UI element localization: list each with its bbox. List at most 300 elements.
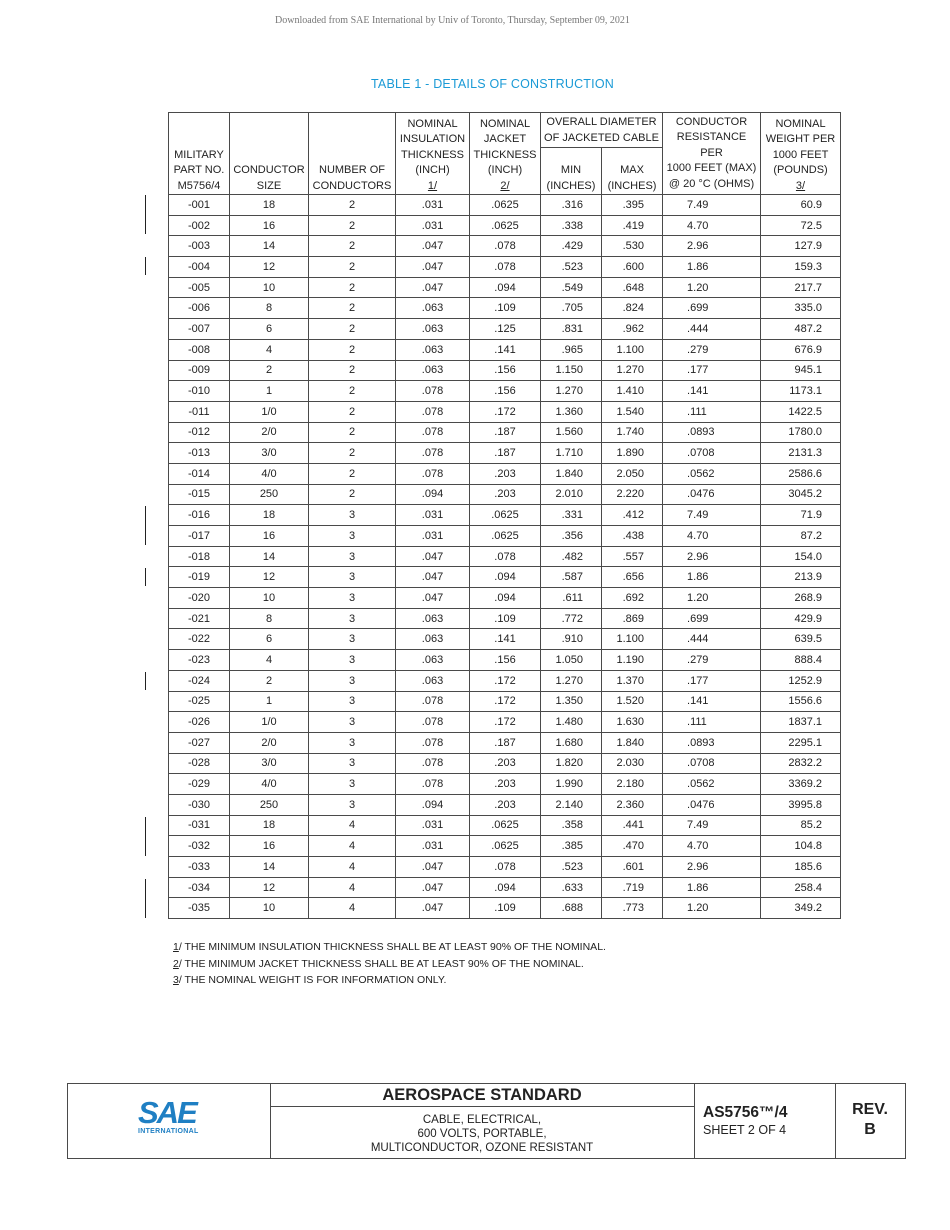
table-row: [169, 443, 841, 464]
cell-number-of-conductors: 3: [309, 629, 396, 650]
cell-conductor-size: 12: [230, 877, 309, 898]
cell-jacket-thickness: .094: [470, 277, 541, 298]
cell-conductor-size: 16: [230, 526, 309, 547]
cell-jacket-thickness: .078: [470, 546, 541, 567]
cell-number-of-conductors: 3: [309, 774, 396, 795]
cell-number-of-conductors: 2: [309, 319, 396, 340]
cell-min-diameter: .772: [541, 608, 602, 629]
cell-part-no: -003: [169, 236, 230, 257]
cell-conductor-size: 16: [230, 215, 309, 236]
cell-resistance: 4.70: [663, 215, 761, 236]
cell-weight: 1780.0: [761, 422, 841, 443]
cell-part-no: -009: [169, 360, 230, 381]
cell-min-diameter: .549: [541, 277, 602, 298]
cell-number-of-conductors: 2: [309, 339, 396, 360]
cell-part-no: -011: [169, 401, 230, 422]
cell-resistance: 2.96: [663, 857, 761, 878]
cell-number-of-conductors: 2: [309, 215, 396, 236]
cell-weight: 676.9: [761, 339, 841, 360]
cell-max-diameter: 1.410: [602, 381, 663, 402]
cell-insulation-thickness: .031: [396, 526, 470, 547]
cell-weight: 3995.8: [761, 794, 841, 815]
cell-insulation-thickness: .063: [396, 650, 470, 671]
revision-value: B: [864, 1121, 876, 1138]
table-row: [169, 629, 841, 650]
cell-jacket-thickness: .156: [470, 381, 541, 402]
cell-part-no: -018: [169, 546, 230, 567]
table-row: [169, 774, 841, 795]
cell-min-diameter: 1.480: [541, 712, 602, 733]
cell-number-of-conductors: 3: [309, 505, 396, 526]
table-row: [169, 277, 841, 298]
cell-part-no: -032: [169, 836, 230, 857]
cell-part-no: -014: [169, 463, 230, 484]
cell-min-diameter: .910: [541, 629, 602, 650]
cell-min-diameter: 1.270: [541, 670, 602, 691]
cell-part-no: -017: [169, 526, 230, 547]
cell-conductor-size: 18: [230, 505, 309, 526]
cell-part-no: -019: [169, 567, 230, 588]
cell-max-diameter: 1.630: [602, 712, 663, 733]
cell-number-of-conductors: 2: [309, 443, 396, 464]
revision-bar: [145, 195, 146, 234]
cell-conductor-size: 10: [230, 588, 309, 609]
cell-conductor-size: 2/0: [230, 422, 309, 443]
cell-max-diameter: .962: [602, 319, 663, 340]
cell-part-no: -026: [169, 712, 230, 733]
cell-insulation-thickness: .047: [396, 567, 470, 588]
table-row: [169, 732, 841, 753]
cell-conductor-size: 250: [230, 484, 309, 505]
header-conductor-size: CONDUCTOR SIZE: [230, 113, 309, 195]
header-overall-diameter: OVERALL DIAMETER OF JACKETED CABLE: [541, 113, 663, 148]
cell-number-of-conductors: 4: [309, 815, 396, 836]
cell-insulation-thickness: .047: [396, 857, 470, 878]
table-title: TABLE 1 - DETAILS OF CONSTRUCTION: [371, 77, 614, 91]
cell-max-diameter: .412: [602, 505, 663, 526]
cell-resistance: 2.96: [663, 546, 761, 567]
cell-insulation-thickness: .063: [396, 360, 470, 381]
cell-jacket-thickness: .172: [470, 691, 541, 712]
cell-max-diameter: 1.100: [602, 339, 663, 360]
cell-min-diameter: .688: [541, 898, 602, 919]
cell-number-of-conductors: 4: [309, 877, 396, 898]
cell-part-no: -025: [169, 691, 230, 712]
cell-conductor-size: 10: [230, 277, 309, 298]
cell-part-no: -013: [169, 443, 230, 464]
revision-bar: [145, 817, 146, 856]
cell-resistance: .279: [663, 339, 761, 360]
header-min: MIN (INCHES): [541, 148, 602, 195]
cell-number-of-conductors: 3: [309, 588, 396, 609]
cell-max-diameter: 1.100: [602, 629, 663, 650]
cell-weight: 1422.5: [761, 401, 841, 422]
cell-conductor-size: 1/0: [230, 401, 309, 422]
cell-max-diameter: .395: [602, 195, 663, 216]
cell-conductor-size: 18: [230, 815, 309, 836]
cell-max-diameter: .869: [602, 608, 663, 629]
cell-max-diameter: .773: [602, 898, 663, 919]
cell-jacket-thickness: .141: [470, 629, 541, 650]
cell-number-of-conductors: 2: [309, 257, 396, 278]
revision-bar: [145, 506, 146, 545]
table-row: [169, 257, 841, 278]
cell-resistance: 7.49: [663, 505, 761, 526]
table-row: [169, 484, 841, 505]
cell-number-of-conductors: 3: [309, 608, 396, 629]
cell-weight: 268.9: [761, 588, 841, 609]
cell-jacket-thickness: .078: [470, 857, 541, 878]
cell-weight: 71.9: [761, 505, 841, 526]
cell-conductor-size: 4/0: [230, 463, 309, 484]
cell-part-no: -029: [169, 774, 230, 795]
cell-part-no: -006: [169, 298, 230, 319]
cell-part-no: -004: [169, 257, 230, 278]
cell-weight: 945.1: [761, 360, 841, 381]
cell-part-no: -021: [169, 608, 230, 629]
cell-min-diameter: .356: [541, 526, 602, 547]
cell-weight: 2586.6: [761, 463, 841, 484]
cell-number-of-conductors: 2: [309, 484, 396, 505]
cell-jacket-thickness: .125: [470, 319, 541, 340]
cell-insulation-thickness: .078: [396, 422, 470, 443]
table-row: [169, 381, 841, 402]
cell-resistance: .0562: [663, 774, 761, 795]
cell-part-no: -022: [169, 629, 230, 650]
cell-number-of-conductors: 3: [309, 670, 396, 691]
table-row: [169, 815, 841, 836]
cell-conductor-size: 6: [230, 319, 309, 340]
cell-min-diameter: .338: [541, 215, 602, 236]
cell-resistance: .699: [663, 298, 761, 319]
cell-max-diameter: .530: [602, 236, 663, 257]
cell-weight: 154.0: [761, 546, 841, 567]
cell-number-of-conductors: 2: [309, 422, 396, 443]
cell-number-of-conductors: 3: [309, 650, 396, 671]
title-cell: [270, 1084, 695, 1158]
cell-max-diameter: 1.890: [602, 443, 663, 464]
cell-jacket-thickness: .109: [470, 608, 541, 629]
cell-max-diameter: 1.740: [602, 422, 663, 443]
cell-number-of-conductors: 4: [309, 857, 396, 878]
standard-heading: AEROSPACE STANDARD: [270, 1084, 694, 1107]
cell-insulation-thickness: .078: [396, 732, 470, 753]
cell-resistance: 1.86: [663, 877, 761, 898]
table-row: [169, 195, 841, 216]
cell-jacket-thickness: .172: [470, 401, 541, 422]
cell-conductor-size: 14: [230, 236, 309, 257]
cell-insulation-thickness: .063: [396, 339, 470, 360]
sae-logo: SAE INTERNATIONAL: [138, 1095, 199, 1135]
cell-part-no: -012: [169, 422, 230, 443]
cell-jacket-thickness: .187: [470, 422, 541, 443]
cell-insulation-thickness: .078: [396, 401, 470, 422]
cell-insulation-thickness: .078: [396, 381, 470, 402]
cell-weight: 159.3: [761, 257, 841, 278]
cell-resistance: .444: [663, 319, 761, 340]
cell-min-diameter: .523: [541, 257, 602, 278]
table-row: [169, 712, 841, 733]
standard-description: CABLE, ELECTRICAL, 600 VOLTS, PORTABLE, MULTICONDUCTOR, OZONE RESISTANT: [370, 1114, 594, 1154]
cell-insulation-thickness: .047: [396, 588, 470, 609]
cell-resistance: 4.70: [663, 836, 761, 857]
cell-conductor-size: 2/0: [230, 732, 309, 753]
cell-jacket-thickness: .203: [470, 774, 541, 795]
cell-part-no: -023: [169, 650, 230, 671]
cell-part-no: -033: [169, 857, 230, 878]
cell-conductor-size: 2: [230, 360, 309, 381]
cell-max-diameter: 1.520: [602, 691, 663, 712]
cell-insulation-thickness: .063: [396, 319, 470, 340]
revision-bar: [145, 672, 146, 690]
cell-resistance: .177: [663, 670, 761, 691]
cell-min-diameter: .523: [541, 857, 602, 878]
cell-number-of-conductors: 4: [309, 898, 396, 919]
table-body: [169, 195, 841, 919]
table-row: [169, 650, 841, 671]
cell-min-diameter: .316: [541, 195, 602, 216]
cell-resistance: 4.70: [663, 526, 761, 547]
cell-number-of-conductors: 2: [309, 236, 396, 257]
revision-cell: [835, 1084, 905, 1158]
cell-insulation-thickness: .047: [396, 257, 470, 278]
table-row: [169, 236, 841, 257]
cell-insulation-thickness: .078: [396, 774, 470, 795]
cell-part-no: -020: [169, 588, 230, 609]
cell-resistance: .0893: [663, 732, 761, 753]
cell-insulation-thickness: .031: [396, 195, 470, 216]
cell-resistance: .111: [663, 712, 761, 733]
table-row: [169, 588, 841, 609]
cell-jacket-thickness: .172: [470, 670, 541, 691]
table-row: [169, 877, 841, 898]
cell-weight: 85.2: [761, 815, 841, 836]
cell-jacket-thickness: .094: [470, 567, 541, 588]
cell-conductor-size: 4: [230, 650, 309, 671]
cell-resistance: .699: [663, 608, 761, 629]
cell-min-diameter: 1.560: [541, 422, 602, 443]
cell-insulation-thickness: .047: [396, 236, 470, 257]
cell-jacket-thickness: .078: [470, 257, 541, 278]
cell-insulation-thickness: .078: [396, 753, 470, 774]
cell-min-diameter: .633: [541, 877, 602, 898]
cell-weight: 1837.1: [761, 712, 841, 733]
cell-jacket-thickness: .094: [470, 588, 541, 609]
cell-max-diameter: 2.180: [602, 774, 663, 795]
cell-conductor-size: 12: [230, 257, 309, 278]
table-row: [169, 215, 841, 236]
title-block: [67, 1083, 906, 1159]
cell-resistance: .0476: [663, 484, 761, 505]
cell-part-no: -030: [169, 794, 230, 815]
cell-part-no: -008: [169, 339, 230, 360]
cell-insulation-thickness: .031: [396, 815, 470, 836]
cell-weight: 1173.1: [761, 381, 841, 402]
cell-conductor-size: 3/0: [230, 753, 309, 774]
cell-resistance: 7.49: [663, 815, 761, 836]
cell-number-of-conductors: 3: [309, 794, 396, 815]
cell-resistance: .0476: [663, 794, 761, 815]
cell-weight: 72.5: [761, 215, 841, 236]
cell-max-diameter: .419: [602, 215, 663, 236]
cell-min-diameter: 1.840: [541, 463, 602, 484]
cell-conductor-size: 16: [230, 836, 309, 857]
cell-insulation-thickness: .047: [396, 546, 470, 567]
cell-insulation-thickness: .047: [396, 877, 470, 898]
table-row: [169, 670, 841, 691]
cell-max-diameter: .656: [602, 567, 663, 588]
cell-max-diameter: .438: [602, 526, 663, 547]
cell-min-diameter: 1.050: [541, 650, 602, 671]
cell-insulation-thickness: .031: [396, 836, 470, 857]
revision-bar: [145, 257, 146, 275]
cell-jacket-thickness: .0625: [470, 526, 541, 547]
cell-max-diameter: 1.840: [602, 732, 663, 753]
construction-table: [168, 112, 841, 919]
cell-weight: 639.5: [761, 629, 841, 650]
cell-insulation-thickness: .078: [396, 443, 470, 464]
cell-min-diameter: .587: [541, 567, 602, 588]
cell-number-of-conductors: 3: [309, 526, 396, 547]
cell-conductor-size: 4: [230, 339, 309, 360]
cell-number-of-conductors: 3: [309, 546, 396, 567]
cell-weight: 127.9: [761, 236, 841, 257]
cell-min-diameter: 1.350: [541, 691, 602, 712]
cell-jacket-thickness: .109: [470, 898, 541, 919]
cell-max-diameter: .601: [602, 857, 663, 878]
cell-conductor-size: 2: [230, 670, 309, 691]
logo-cell: [68, 1084, 271, 1158]
cell-number-of-conductors: 2: [309, 381, 396, 402]
cell-max-diameter: .470: [602, 836, 663, 857]
cell-insulation-thickness: .094: [396, 794, 470, 815]
sheet-number: SHEET 2 OF 4: [703, 1123, 787, 1137]
cell-min-diameter: .331: [541, 505, 602, 526]
cell-max-diameter: .692: [602, 588, 663, 609]
table-row: [169, 898, 841, 919]
cell-part-no: -027: [169, 732, 230, 753]
cell-part-no: -034: [169, 877, 230, 898]
cell-insulation-thickness: .063: [396, 298, 470, 319]
cell-part-no: -001: [169, 195, 230, 216]
cell-weight: 487.2: [761, 319, 841, 340]
cell-jacket-thickness: .172: [470, 712, 541, 733]
table-row: [169, 339, 841, 360]
cell-jacket-thickness: .078: [470, 236, 541, 257]
cell-part-no: -007: [169, 319, 230, 340]
table-row: [169, 567, 841, 588]
cell-number-of-conductors: 2: [309, 277, 396, 298]
cell-weight: 3045.2: [761, 484, 841, 505]
cell-jacket-thickness: .0625: [470, 505, 541, 526]
table-row: [169, 319, 841, 340]
cell-max-diameter: 2.050: [602, 463, 663, 484]
table-row: [169, 836, 841, 857]
cell-insulation-thickness: .031: [396, 215, 470, 236]
cell-jacket-thickness: .156: [470, 650, 541, 671]
cell-conductor-size: 1: [230, 691, 309, 712]
table-row: [169, 794, 841, 815]
cell-conductor-size: 8: [230, 608, 309, 629]
cell-conductor-size: 1: [230, 381, 309, 402]
cell-conductor-size: 12: [230, 567, 309, 588]
cell-weight: 60.9: [761, 195, 841, 216]
cell-min-diameter: .705: [541, 298, 602, 319]
cell-part-no: -002: [169, 215, 230, 236]
cell-resistance: .177: [663, 360, 761, 381]
cell-max-diameter: 1.540: [602, 401, 663, 422]
cell-min-diameter: 1.710: [541, 443, 602, 464]
cell-insulation-thickness: .063: [396, 670, 470, 691]
cell-part-no: -024: [169, 670, 230, 691]
cell-resistance: 1.86: [663, 567, 761, 588]
cell-min-diameter: .482: [541, 546, 602, 567]
revision-label: REV.: [852, 1101, 888, 1118]
document-number: AS5756™/4: [703, 1104, 788, 1121]
cell-resistance: .0708: [663, 443, 761, 464]
cell-resistance: .0893: [663, 422, 761, 443]
cell-min-diameter: .611: [541, 588, 602, 609]
table-row: [169, 298, 841, 319]
cell-conductor-size: 14: [230, 857, 309, 878]
cell-resistance: 1.20: [663, 277, 761, 298]
cell-insulation-thickness: .047: [396, 277, 470, 298]
cell-number-of-conductors: 3: [309, 712, 396, 733]
cell-jacket-thickness: .141: [470, 339, 541, 360]
cell-insulation-thickness: .047: [396, 898, 470, 919]
cell-jacket-thickness: .0625: [470, 836, 541, 857]
cell-number-of-conductors: 3: [309, 732, 396, 753]
header-max: MAX (INCHES): [602, 148, 663, 195]
cell-weight: 2295.1: [761, 732, 841, 753]
cell-part-no: -035: [169, 898, 230, 919]
cell-resistance: 1.20: [663, 898, 761, 919]
header-nominal-weight: NOMINAL WEIGHT PER 1000 FEET (POUNDS) 3/: [761, 113, 841, 195]
header-insulation-thickness: NOMINAL INSULATION THICKNESS (INCH) 1/: [396, 113, 470, 195]
cell-conductor-size: 8: [230, 298, 309, 319]
cell-part-no: -005: [169, 277, 230, 298]
cell-weight: 3369.2: [761, 774, 841, 795]
cell-resistance: .141: [663, 381, 761, 402]
cell-min-diameter: .358: [541, 815, 602, 836]
cell-jacket-thickness: .203: [470, 794, 541, 815]
cell-number-of-conductors: 3: [309, 691, 396, 712]
cell-min-diameter: .831: [541, 319, 602, 340]
cell-max-diameter: 1.190: [602, 650, 663, 671]
cell-weight: 888.4: [761, 650, 841, 671]
cell-resistance: 2.96: [663, 236, 761, 257]
cell-conductor-size: 18: [230, 195, 309, 216]
table-row: [169, 753, 841, 774]
cell-conductor-size: 1/0: [230, 712, 309, 733]
cell-resistance: .279: [663, 650, 761, 671]
table-row: [169, 360, 841, 381]
header-conductor-resistance: CONDUCTOR RESISTANCE PER 1000 FEET (MAX) @ 20 °C (OHMS): [663, 113, 761, 195]
download-notice: Downloaded from SAE International by Univ of Toronto, Thursday, September 09, 2021: [275, 15, 630, 26]
cell-weight: 1556.6: [761, 691, 841, 712]
cell-resistance: .141: [663, 691, 761, 712]
header-jacket-thickness: NOMINAL JACKET THICKNESS (INCH) 2/: [470, 113, 541, 195]
cell-min-diameter: .385: [541, 836, 602, 857]
header-part-no: MILITARY PART NO. M5756/4: [169, 113, 230, 195]
cell-jacket-thickness: .203: [470, 463, 541, 484]
cell-resistance: .0562: [663, 463, 761, 484]
cell-min-diameter: .429: [541, 236, 602, 257]
cell-insulation-thickness: .078: [396, 463, 470, 484]
table-row: [169, 608, 841, 629]
cell-weight: 258.4: [761, 877, 841, 898]
cell-min-diameter: 2.140: [541, 794, 602, 815]
